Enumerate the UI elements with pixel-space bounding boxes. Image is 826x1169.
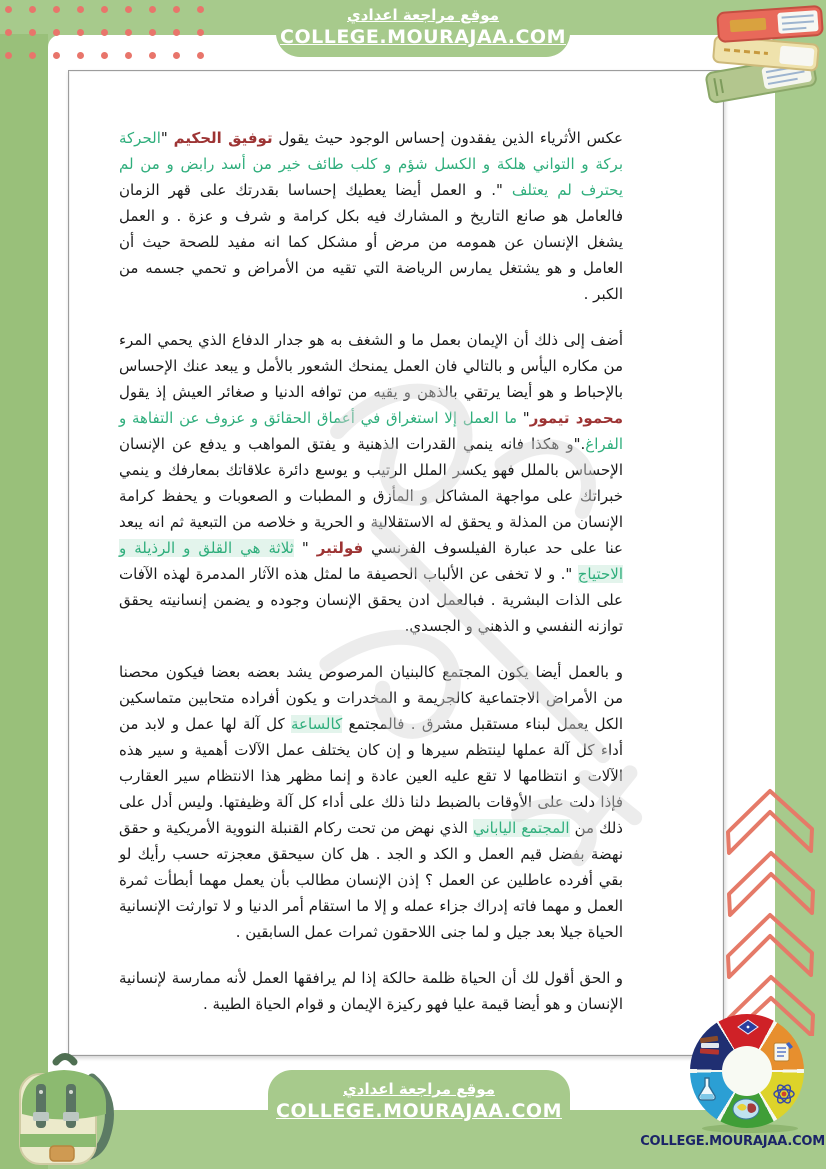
text-segment: " [517, 409, 530, 427]
dots-decoration [5, 6, 221, 75]
logo-site-url[interactable]: COLLEGE.MOURAJAA.COM [640, 1134, 825, 1149]
paragraph-1 [119, 125, 623, 307]
footer-site-url[interactable]: COLLEGE.MOURAJAA.COM [276, 1100, 562, 1122]
dot-icon [125, 29, 132, 36]
dot-icon [5, 29, 12, 36]
world-map-icon [732, 1098, 760, 1120]
text-segment: محمود تيمور [529, 409, 623, 427]
paragraph-2 [119, 327, 623, 639]
header [256, 6, 590, 49]
text-segment: الحركة بركة و التواني هلكة و الكسل شؤم و كلب طائف خير من أسد رابض و من لم يحترف لم يعتلف [119, 129, 624, 199]
paragraph-4 [119, 965, 623, 1017]
atom-icon [772, 1082, 796, 1106]
left-green-strip [0, 34, 48, 1169]
subjects-wheel-icon [690, 1014, 804, 1128]
document-page [68, 70, 724, 1056]
dot-icon [77, 29, 84, 36]
dot-icon [5, 52, 12, 59]
chevron-up-icon [728, 791, 812, 853]
education-logo [690, 1014, 804, 1128]
dot-icon [53, 29, 60, 36]
dot-icon [173, 52, 180, 59]
dot-icon [149, 52, 156, 59]
dot-icon [197, 6, 204, 13]
text-segment: " [293, 539, 317, 557]
text-segment: و الحق أقول لك أن الحياة ظلمة حالكة إذا لم يرافقها العمل لأنه ممارسة لإنسانية الإنسان و هو أيضا قيمة عليا فهو ركيزة الإيمان و قوام الحياة الطيبة . [119, 969, 623, 1013]
footer [250, 1080, 588, 1123]
dot-icon [125, 6, 132, 13]
dot-icon [197, 29, 204, 36]
dot-icon [5, 6, 12, 13]
notepad-pencil-icon [772, 1040, 794, 1064]
dot-icon [29, 29, 36, 36]
text-segment: المجتمع الياباني [472, 819, 570, 837]
dot-icon [101, 52, 108, 59]
chemistry-flask-icon [696, 1076, 718, 1102]
chevron-up-icon [729, 853, 813, 915]
text-segment: ثلاثة هي القلق و الرذيلة و الاحتياج [119, 539, 623, 583]
text-segment: كالساعة [290, 715, 343, 733]
text-segment: ."و هكذا فانه ينمي القدرات الذهنية و يفتق المواهب و يدفع عن الإنسان الإحساس بالملل فهو يكسر الملل الرتيب و يوسع دائرة علاقاتك بمعارفك و ينمي خبراتك على مواجهة المشاكل و المأزق و المطبات و الصعوبات و يحفظ كرامة الإنسان من المذلة و يحقق له الاستقلالية و الحرية و خلاصه من التبعية ثم انه يبعد عنا على حد عبارة الفيلسوف الفرنسي [119, 435, 624, 557]
dot-icon [125, 52, 132, 59]
text-segment: توفيق الحكيم [173, 129, 273, 147]
header-site-url[interactable]: COLLEGE.MOURAJAA.COM [280, 26, 566, 48]
text-segment: كل آلة لها عمل و لابد من أداء كل آلة عملها لينتظم سيرها و إن كان يختلف عمل الآلات أهمية و سير هذه الآلات و انتظامها لا تقع عليه العين عادة و إنما مظهر هذا الانتظام سير العقارب فإذا دلت على الأوقات بالضبط دلنا ذلك على أداء كل آلة وظيفتها. وليس أدل على ذلك من [119, 715, 623, 837]
dot-icon [101, 6, 108, 13]
text-segment: عكس الأثرياء الذين يفقدون إحساس الوجود حيث يقول [272, 129, 624, 147]
dot-icon [77, 52, 84, 59]
text-segment: الذي نهض من تحت ركام القنبلة النووية الأمريكية و حقق نهضة بفضل قيم العمل و الكد و الجد . هل كان سيحقق معجزته حسب رأيك لو بقي أفرده عاطلين عن العمل ؟ إذن الإنسان مطالب بأن يعمل مهما أبطأت ثمرة العمل و مهما فاته إدراك جزاء عمله و إلا ما استقام أمر الدنيا و لا توارثت الإنسانية الحياة جيلا بعد جيل و لما جنى اللاحقون ثمرات عمل السابقين . [119, 819, 623, 941]
dot-icon [149, 6, 156, 13]
text-segment: " [160, 129, 174, 147]
footer-site-name[interactable]: موقع مراجعة اعدادي [343, 1080, 495, 1098]
dot-icon [29, 52, 36, 59]
dot-icon [173, 29, 180, 36]
header-site-name[interactable]: موقع مراجعة اعدادي [347, 6, 499, 24]
text-segment: أضف إلى ذلك أن الإيمان بعمل ما و الشغف به هو جدار الدفاع الذي يحمي المرء من مكاره اليأس و بالتالي فان العمل يمنحك الشعور بالأمل و يبعد عنك الإحساس بالإحباط و هو أيضا يرتقي بالذهن و يقيه من توافه الدنيا و صغائر العيش إذ يقول [119, 331, 623, 401]
text-segment: و بالعمل أيضا يكون المجتمع كالبنيان المرصوص يشد بعضه بعضا فيكون محصنا من الأمراض الاجتماعية كالجريمة و المخدرات و يكون أفراده متحابين متماسكين الكل يعمل لبناء مستقبل مشرق . فالمجتمع [119, 663, 624, 733]
text-segment: فولتير [316, 539, 364, 557]
dot-icon [53, 6, 60, 13]
dot-icon [53, 52, 60, 59]
article [119, 125, 623, 1037]
dot-icon [197, 52, 204, 59]
chevrons-decoration [718, 778, 822, 1036]
graduation-cap-icon [737, 1019, 759, 1037]
dot-icon [101, 29, 108, 36]
paragraph-3 [119, 659, 623, 945]
dot-icon [173, 6, 180, 13]
dot-icon [29, 6, 36, 13]
text-segment: ". و لا تخفى عن الألباب الحصيفة ما لمثل هذه الآثار المدمرة لهذه الآفات على الذات البشرية . فبالعمل ادن يحقق الإنسان وجوده و يضمن إنسانيته يحقق توازنه النفسي و الذهني و الجسدي. [119, 565, 623, 635]
dot-icon [77, 6, 84, 13]
books-stack-icon [698, 1034, 722, 1056]
chevron-up-icon [728, 915, 812, 977]
text-segment: ". و العمل أيضا يعطيك إحساسا بقدرتك على قهر الزمان فالعامل هو صانع التاريخ و المشارك فيه بكل كرامة و شرف و عزة . و العمل يشغل الإنسان عن همومه من مرض أو مشكل كما انه مفيد للصحة حيث أن العامل و هو يشتغل يمارس الرياضة التي تقيه من الأمراض و تحمي جسمه من الكبر . [119, 181, 623, 303]
books-icon [696, 2, 826, 106]
backpack-icon [4, 1048, 124, 1169]
text-segment: ما العمل إلا استغراق في أعماق الحقائق و عزوف عن التفاهة و الفراغ [119, 409, 623, 453]
dot-icon [149, 29, 156, 36]
